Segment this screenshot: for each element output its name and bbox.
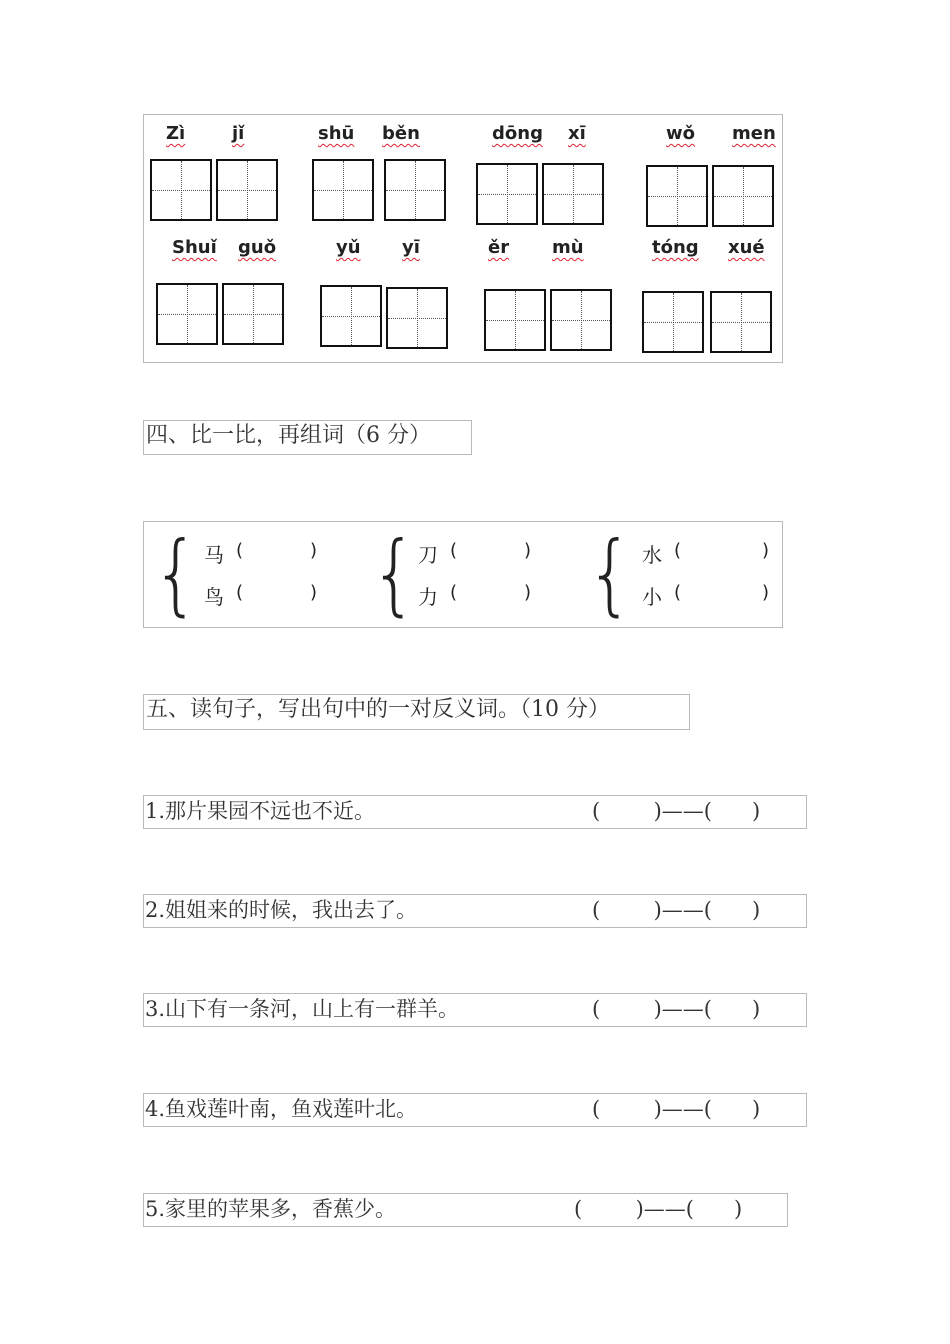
answer-blank[interactable]	[462, 580, 520, 606]
writing-cell[interactable]	[222, 283, 284, 345]
paren-close: )	[310, 540, 318, 561]
pinyin-label: tóng	[652, 237, 699, 258]
writing-cell[interactable]	[384, 159, 446, 221]
answer-blank[interactable]	[686, 580, 758, 606]
sentence-text: 1.那片果园不远也不近。	[145, 799, 376, 823]
brace-icon: {	[586, 522, 634, 625]
character: 马	[204, 543, 224, 567]
sentence-text: 3.山下有一条河，山上有一群羊。	[145, 997, 460, 1021]
sentence-text: 4.鱼戏莲叶南，鱼戏莲叶北。	[145, 1097, 418, 1121]
character: 水	[642, 543, 662, 567]
paren-open: (	[674, 540, 682, 561]
writing-cell[interactable]	[712, 165, 774, 227]
pinyin-label: dōng	[492, 123, 543, 144]
antonym-answer-blanks[interactable]: ( )——( )	[592, 799, 761, 823]
sentence-text: 5.家里的苹果多，香蕉少。	[145, 1197, 397, 1221]
writing-cell[interactable]	[542, 163, 604, 225]
antonym-answer-blanks[interactable]: ( )——( )	[592, 1097, 761, 1121]
antonym-answer-blanks[interactable]: ( )——( )	[592, 898, 761, 922]
sentence-row	[143, 1193, 788, 1227]
writing-cell[interactable]	[476, 163, 538, 225]
character: 鸟	[204, 585, 224, 609]
paren-close: )	[762, 540, 770, 561]
writing-cell[interactable]	[484, 289, 546, 351]
brace-icon: {	[370, 522, 418, 625]
pinyin-label: yǔ	[336, 237, 361, 258]
pinyin-label: Shuǐ	[172, 237, 217, 258]
section-four-heading-box	[143, 420, 472, 455]
pinyin-label: yī	[402, 237, 420, 258]
writing-cell[interactable]	[312, 159, 374, 221]
sentence-row	[143, 993, 807, 1027]
pinyin-label: shū	[318, 123, 355, 144]
writing-cell[interactable]	[642, 291, 704, 353]
paren-open: (	[236, 540, 244, 561]
pinyin-label: wǒ	[666, 123, 695, 144]
sentence-text: 2.姐姐来的时候，我出去了。	[145, 898, 418, 922]
compare-words-box	[143, 521, 783, 628]
writing-cell[interactable]	[386, 287, 448, 349]
paren-open: (	[674, 582, 682, 603]
pinyin-label: men	[732, 123, 776, 144]
answer-blank[interactable]	[248, 580, 306, 606]
pinyin-label: běn	[382, 123, 420, 144]
brace-icon: {	[152, 522, 200, 625]
pinyin-label: Zì	[166, 123, 186, 144]
writing-cell[interactable]	[550, 289, 612, 351]
writing-cell[interactable]	[156, 283, 218, 345]
writing-cell[interactable]	[150, 159, 212, 221]
antonym-answer-blanks[interactable]: ( )——( )	[592, 997, 761, 1021]
answer-blank[interactable]	[248, 538, 306, 564]
section-five-heading-box	[143, 694, 690, 730]
character: 小	[642, 585, 662, 609]
answer-blank[interactable]	[686, 538, 758, 564]
pinyin-label: xī	[568, 123, 586, 144]
writing-cell[interactable]	[320, 285, 382, 347]
writing-cell[interactable]	[646, 165, 708, 227]
paren-close: )	[524, 540, 532, 561]
sentence-row	[143, 894, 807, 928]
answer-blank[interactable]	[462, 538, 520, 564]
sentence-row	[143, 795, 807, 829]
paren-close: )	[762, 582, 770, 603]
paren-close: )	[310, 582, 318, 603]
character: 力	[418, 585, 438, 609]
sentence-row	[143, 1093, 807, 1127]
antonym-answer-blanks[interactable]: ( )——( )	[574, 1197, 743, 1221]
paren-open: (	[450, 540, 458, 561]
paren-open: (	[236, 582, 244, 603]
writing-cell[interactable]	[710, 291, 772, 353]
pinyin-writing-panel	[143, 114, 783, 363]
pinyin-label: guǒ	[238, 237, 277, 258]
writing-cell[interactable]	[216, 159, 278, 221]
paren-open: (	[450, 582, 458, 603]
section-five-title: 五、读句子，写出句中的一对反义词。（10 分）	[146, 697, 610, 722]
pinyin-label: mù	[552, 237, 584, 258]
paren-close: )	[524, 582, 532, 603]
section-four-title: 四、比一比，再组词（6 分）	[146, 423, 431, 448]
character: 刀	[418, 543, 438, 567]
pinyin-label: xué	[728, 237, 765, 258]
pinyin-label: jǐ	[232, 123, 245, 144]
pinyin-label: ěr	[488, 237, 510, 258]
